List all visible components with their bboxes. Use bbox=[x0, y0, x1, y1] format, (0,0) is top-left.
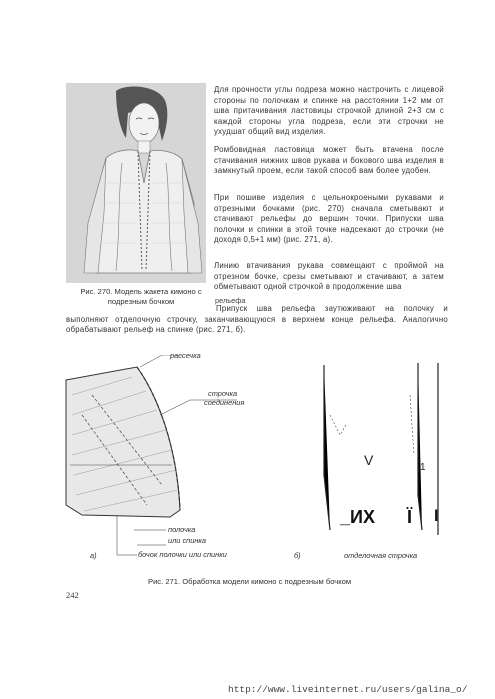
paragraph-4-continuation: рельефа bbox=[215, 296, 246, 305]
paragraph-4: Линию втачивания рукава совмещают с проймой на отрезном бочке, срезы сметывают и стачивают, а затем обметывают одной строчкой в продолжение шва bbox=[214, 261, 444, 292]
figure-270-caption: Рис. 270. Модель жакета кимоно с подрезным бочком bbox=[80, 287, 202, 306]
svg-text:_ИХ: _ИХ bbox=[340, 507, 375, 527]
label-or-back: или спинка bbox=[168, 536, 206, 545]
footer-url[interactable]: http://www.liveinternet.ru/users/galina_o/ bbox=[228, 684, 468, 695]
label-slit: рассечка bbox=[170, 351, 201, 360]
label-finishing-stitch: отделочная строчка bbox=[344, 551, 418, 560]
figure-271-caption: Рис. 271. Обработка модели кимоно с подрезным бочком bbox=[148, 577, 352, 586]
paragraph-5: Припуск шва рельефа заутюживают на полочку и выполняют отделочную строчку, заканчивающуюся в верхнем конце рельефа. Аналогично обрабатывают рельеф на спинке (рис. 271, б). bbox=[66, 304, 448, 335]
page-number: 242 bbox=[66, 590, 79, 600]
paragraph-2: Ромбовидная ластовица может быть втачена после стачивания нижних швов рукава и бокового шва изделия в замкнутый проем, если такой способ вам более удобен. bbox=[214, 145, 444, 176]
label-front: полочка bbox=[168, 525, 196, 534]
svg-text:V: V bbox=[364, 452, 374, 468]
svg-text:l: l bbox=[434, 508, 439, 525]
figure-271 bbox=[62, 351, 457, 570]
label-stitch: строчка bbox=[208, 389, 238, 398]
label-part-b: б) bbox=[294, 551, 301, 560]
paragraph-3: При пошиве изделия с цельнокроеными рукавами и отрезными бочками (рис. 270) сначала сметывают и стачивают рельефы до вершин точки. Припуски шва полочки и спинки в этой точке надсекают до строчки (не доходя 0,5+1 мм) (рис. 271, а). bbox=[214, 193, 444, 245]
svg-text:1: 1 bbox=[420, 462, 426, 473]
paragraph-1: Для прочности углы подреза можно настрочить с лицевой стороны по полочкам и спинке на расстоянии 1+2 мм от шва притачивания ластовицы строчкой длиной 2+3 см с каждой стороны угла подреза, если эти строчки не ухудшат общий вид изделия. bbox=[214, 85, 444, 137]
model-illustration bbox=[66, 83, 206, 283]
label-side-piece: бочок полочки или спинки bbox=[138, 550, 227, 559]
label-part-a: а) bbox=[90, 551, 97, 560]
svg-text:Ї: Ї bbox=[407, 507, 412, 527]
label-joining: соединения bbox=[204, 398, 245, 407]
figure-271-drawing bbox=[62, 355, 457, 570]
